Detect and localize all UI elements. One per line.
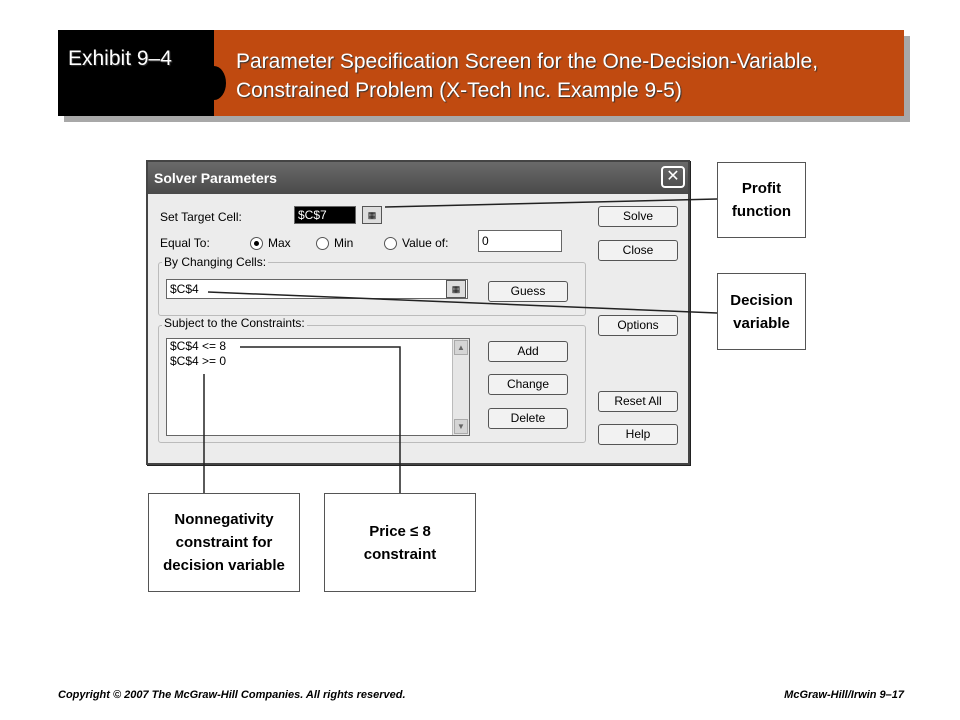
changing-cells-label: By Changing Cells:	[164, 255, 267, 269]
add-button[interactable]: Add	[488, 341, 568, 362]
copyright-text: Copyright © 2007 The McGraw-Hill Companies. All rights reserved.	[58, 689, 406, 701]
solve-button[interactable]: Solve	[598, 206, 678, 227]
value-of-input[interactable]: 0	[478, 230, 562, 252]
guess-button[interactable]: Guess	[488, 281, 568, 302]
price-constraint-callout: Price ≤ 8 constraint	[324, 493, 476, 592]
target-cell-input[interactable]: $C$7	[294, 206, 356, 224]
close-icon[interactable]: ✕	[661, 166, 685, 188]
target-cell-collapse-icon[interactable]: ▦	[362, 206, 382, 224]
help-button[interactable]: Help	[598, 424, 678, 445]
reset-all-button[interactable]: Reset All	[598, 391, 678, 412]
profit-function-callout: Profit function	[717, 162, 806, 238]
exhibit-number: Exhibit 9–4	[68, 47, 172, 70]
min-radio-label: Min	[334, 236, 354, 250]
equal-to-label: Equal To:	[160, 236, 210, 250]
exhibit-title: Parameter Specification Screen for the One-Decision-Variable, Constrained Problem (X-Tech Inc. Example 9-5)	[236, 50, 819, 102]
max-radio-label: Max	[268, 236, 291, 250]
scroll-up-icon[interactable]: ▲	[454, 340, 468, 355]
nonnegativity-callout: Nonnegativity constraint for decision variable	[148, 493, 300, 592]
page-number: McGraw-Hill/Irwin 9–17	[784, 689, 904, 701]
constraint-item[interactable]: $C$4 >= 0	[170, 354, 227, 368]
delete-button[interactable]: Delete	[488, 408, 568, 429]
scroll-down-icon[interactable]: ▼	[454, 419, 468, 434]
options-button[interactable]: Options	[598, 315, 678, 336]
constraints-label: Subject to the Constraints:	[164, 316, 305, 330]
value-of-radio-label: Value of:	[402, 236, 449, 250]
changing-cells-input[interactable]: $C$4	[166, 279, 468, 299]
close-button[interactable]: Close	[598, 240, 678, 261]
changing-cells-collapse-icon[interactable]: ▦	[446, 280, 466, 298]
change-button[interactable]: Change	[488, 374, 568, 395]
dialog-title: Solver Parameters	[154, 170, 277, 186]
constraint-item[interactable]: $C$4 <= 8	[170, 339, 227, 353]
target-cell-label: Set Target Cell:	[160, 210, 242, 224]
decision-variable-callout: Decision variable	[717, 273, 806, 350]
